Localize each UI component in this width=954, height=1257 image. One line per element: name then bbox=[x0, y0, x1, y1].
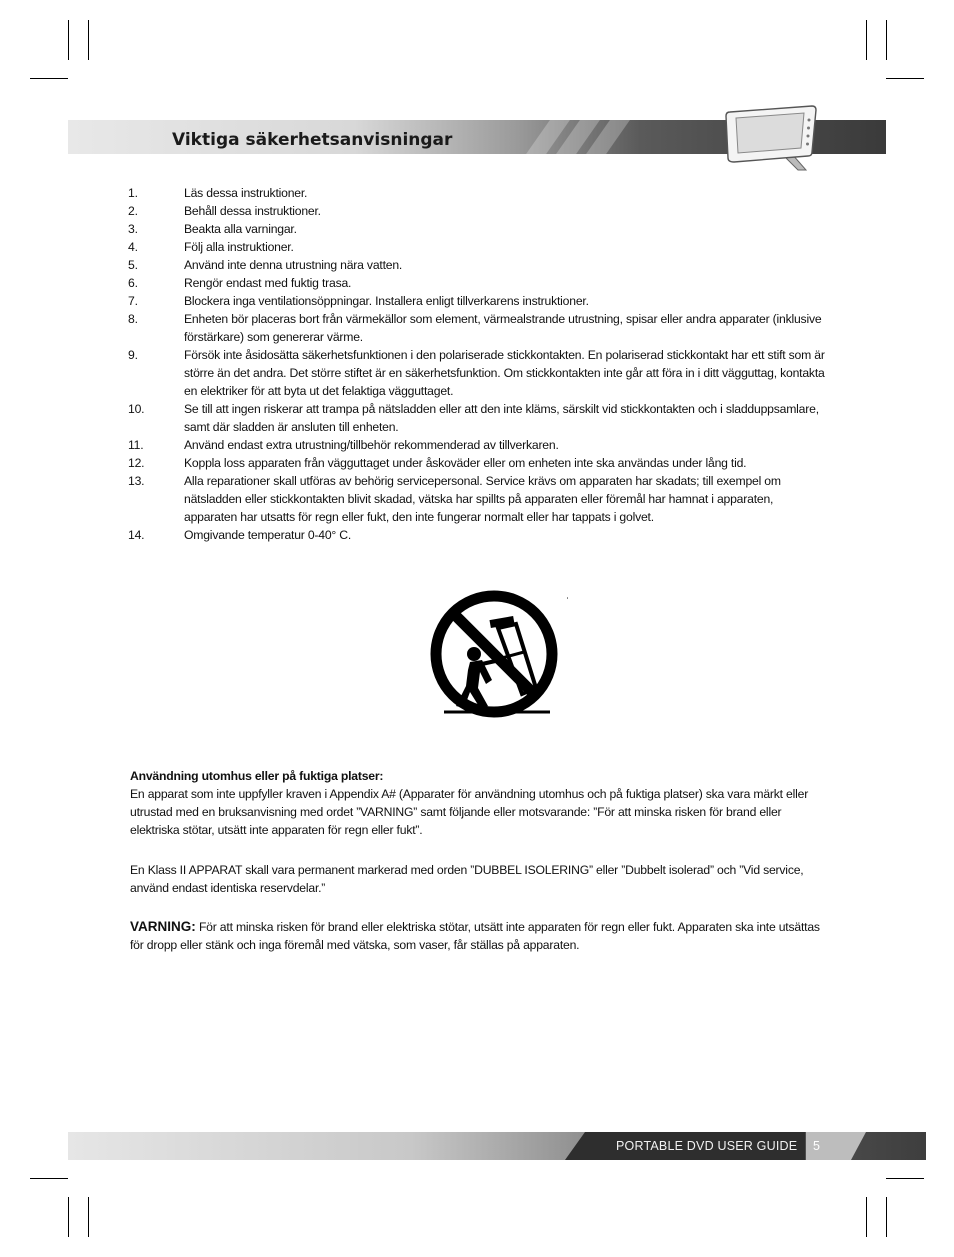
instruction-item bbox=[128, 472, 828, 526]
instruction-text: Använd inte denna utrustning nära vatten. bbox=[184, 258, 403, 272]
portable-dvd-device-icon bbox=[720, 104, 820, 176]
instruction-number: 3. bbox=[128, 222, 138, 236]
instruction-item bbox=[128, 202, 828, 220]
instruction-item bbox=[128, 454, 828, 472]
instruction-text: Behåll dessa instruktioner. bbox=[184, 204, 321, 218]
instruction-item bbox=[128, 526, 828, 544]
instruction-number: 6. bbox=[128, 276, 138, 290]
instruction-text: Omgivande temperatur 0-40° C. bbox=[184, 528, 352, 542]
instruction-number: 2. bbox=[128, 204, 138, 218]
warning-label: VARNING: bbox=[130, 919, 196, 934]
instruction-text: Se till att ingen riskerar att trampa på nätsladden eller att den inte kläms, särskilt vid stickkontakten och i sladduppsamlare, samt där sladden är ansluten till enheten. bbox=[184, 402, 819, 434]
instruction-text: Enheten bör placeras bort från värmekällor som element, värmealstrande utrustning, spisar eller andra apparater (inklusive förstärkare) som genererar värme. bbox=[184, 312, 822, 344]
instruction-item bbox=[128, 436, 828, 454]
outdoor-use-text: En apparat som inte uppfyller kraven i Appendix A# (Apparater för användning utomhus och på fuktiga platser) ska vara märkt eller utrustad med en bruksanvisning med ordet ”VARNING” samt följande eller motsvarande: ”För att minska risken för brand eller elektriska stötar, utsätt inte apparaten för regn eller fukt”. bbox=[130, 787, 809, 837]
instruction-number: 1. bbox=[128, 186, 138, 200]
instruction-number: 13. bbox=[128, 474, 145, 488]
instruction-text: Koppla loss apparaten från vägguttaget under åskoväder eller om enheten inte ska användas under lång tid. bbox=[184, 456, 747, 470]
instruction-text: Använd endast extra utrustning/tillbehör rekommenderad av tillverkaren. bbox=[184, 438, 559, 452]
warning-text: För att minska risken för brand eller elektriska stötar, utsätt inte apparaten för regn eller fukt. Apparaten ska inte utsättas för dropp eller stänk och inga föremål med vätska, som vaser, får ställas på apparaten. bbox=[130, 920, 820, 952]
footer-guide-title: PORTABLE DVD USER GUIDE bbox=[616, 1139, 798, 1153]
outdoor-use-section bbox=[130, 767, 830, 839]
instruction-number: 10. bbox=[128, 402, 145, 416]
class-two-text: En Klass II APPARAT skall vara permanent markerad med orden ”DUBBEL ISOLERING” eller ”Dubbelt isolerad” och ”Vid service, använd endast identiska reservdelar.” bbox=[130, 863, 804, 895]
instruction-item bbox=[128, 274, 828, 292]
warning-section bbox=[130, 918, 830, 954]
instruction-text: Alla reparationer skall utföras av behörig servicepersonal. Service krävs om apparaten har skadats; till exempel om nätsladden eller stickkontakten blivit skadad, vätska har spillts på apparaten eller föremål har hamnat i apparaten, apparaten har utsatts för regn eller fukt, den inte fungerar normalt eller har tappats i golvet. bbox=[184, 474, 781, 524]
cart-tip-over-warning-icon bbox=[428, 588, 568, 718]
instruction-number: 4. bbox=[128, 240, 138, 254]
safety-instruction-list bbox=[128, 184, 828, 544]
instruction-item bbox=[128, 292, 828, 310]
page-number: 5 bbox=[813, 1139, 820, 1153]
instruction-item bbox=[128, 220, 828, 238]
instruction-item bbox=[128, 310, 828, 346]
instruction-number: 14. bbox=[128, 528, 145, 542]
class-two-section bbox=[130, 861, 830, 897]
instruction-number: 9. bbox=[128, 348, 138, 362]
instruction-item bbox=[128, 400, 828, 436]
instruction-text: Försök inte åsidosätta säkerhetsfunktionen i den polariserade stickkontakten. En polariserad stickkontakt har ett stift som är större än det andra. Det större stiftet är en säkerhetsfunktion. Om stickkontakten inte går att föra in i ditt vägguttag, kontakta en elektriker för att byta ut det felaktiga vägguttaget. bbox=[184, 348, 825, 398]
instruction-text: Blockera inga ventilationsöppningar. Installera enligt tillverkarens instruktioner. bbox=[184, 294, 589, 308]
instruction-item bbox=[128, 256, 828, 274]
instruction-number: 11. bbox=[128, 438, 144, 452]
instruction-text: Beakta alla varningar. bbox=[184, 222, 297, 236]
instruction-item bbox=[128, 184, 828, 202]
page-title: Viktiga säkerhetsanvisningar bbox=[172, 130, 453, 150]
instruction-text: Rengör endast med fuktig trasa. bbox=[184, 276, 352, 290]
instruction-text: Läs dessa instruktioner. bbox=[184, 186, 308, 200]
instruction-number: 7. bbox=[128, 294, 138, 308]
instruction-number: 8. bbox=[128, 312, 138, 326]
instruction-number: 12. bbox=[128, 456, 145, 470]
instruction-item bbox=[128, 238, 828, 256]
instruction-item bbox=[128, 346, 828, 400]
outdoor-use-heading: Användning utomhus eller på fuktiga platser: bbox=[130, 769, 384, 783]
instruction-text: Följ alla instruktioner. bbox=[184, 240, 294, 254]
instruction-number: 5. bbox=[128, 258, 138, 272]
